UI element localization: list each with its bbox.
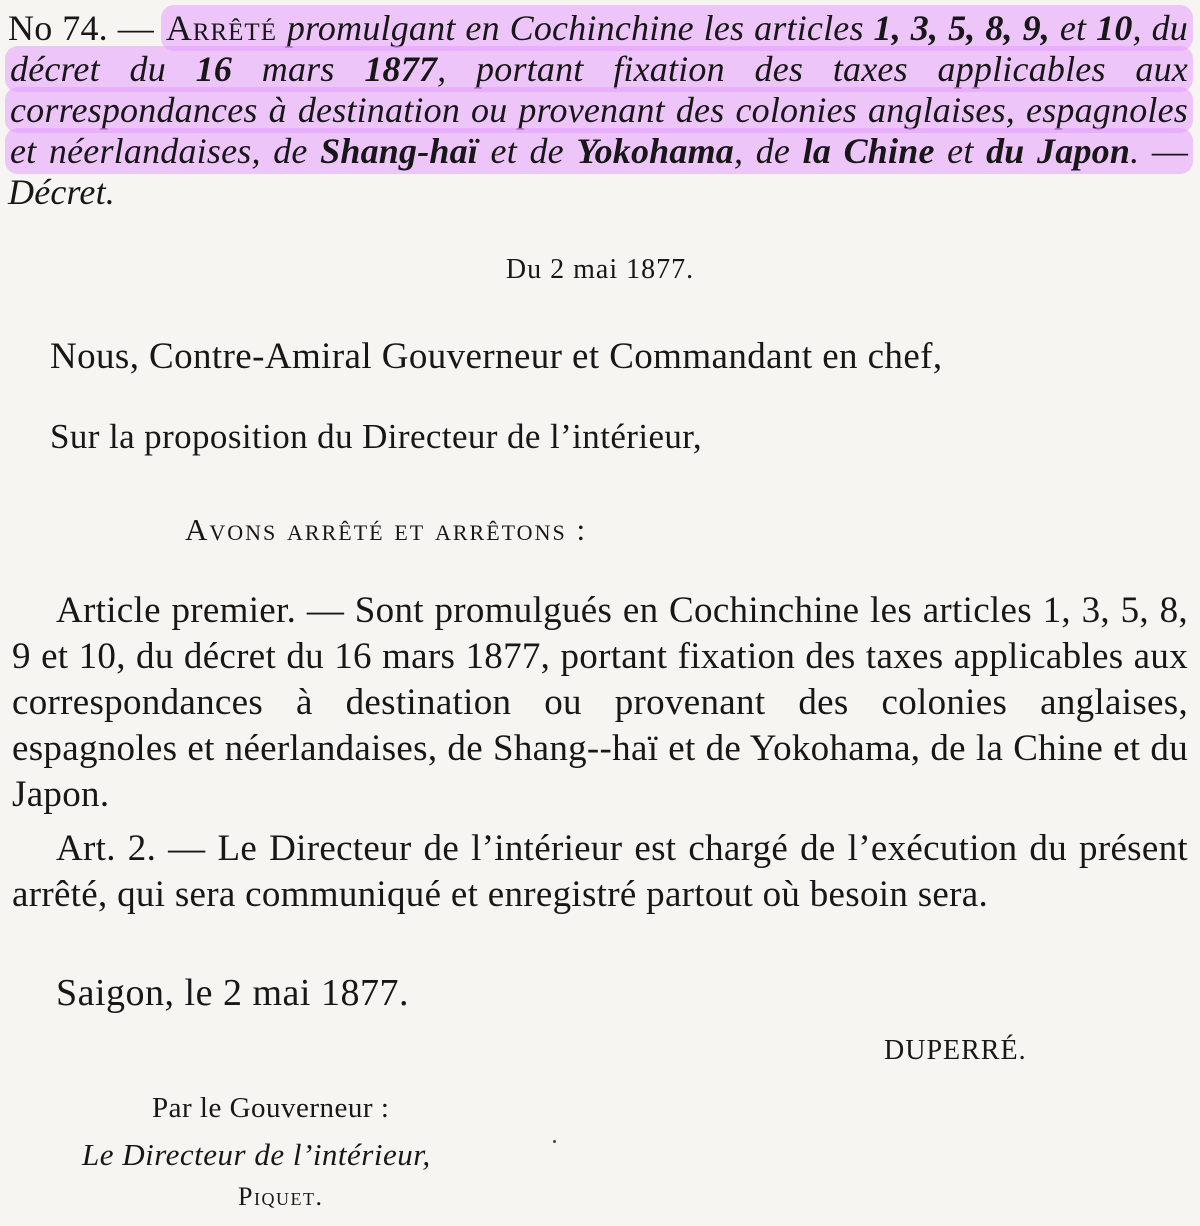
title-part: , du décret du <box>10 8 1188 89</box>
preamble-nous: Nous, Contre-Amiral Gouverneur et Commandant en chef, <box>50 336 943 377</box>
title-arrete: Arrêté <box>165 8 277 48</box>
decree-date: Du 2 mai 1877. <box>505 254 695 285</box>
title-yokohama: Yokohama <box>576 131 734 171</box>
title-part: mars <box>232 49 365 89</box>
signature-piquet: Piquet. <box>238 1182 324 1211</box>
title-day: 16 <box>195 49 233 89</box>
title-article-10: 10 <box>1096 8 1133 48</box>
title-dash: — <box>1151 131 1189 171</box>
preamble-proposition: Sur la proposition du Directeur de l’intérieur, <box>50 417 703 456</box>
decree-header <box>8 8 1190 213</box>
title-part: et <box>1050 8 1097 48</box>
title-year: 1877 <box>364 49 438 89</box>
title-articles: 1, 3, 5, 8, 9, <box>873 8 1051 48</box>
title-part: . <box>1130 131 1152 171</box>
ink-speck <box>553 1140 556 1143</box>
title-part: et <box>934 131 987 171</box>
place-and-date: Saigon, le 2 mai 1877. <box>56 972 409 1014</box>
article-2 <box>12 826 1188 918</box>
title-part: et de <box>478 131 577 171</box>
title-decret: Décret. <box>8 172 116 212</box>
article-2-text: Art. 2. — Le Directeur de l’intérieur est chargé de l’exécution du présent arrêté, qui sera communiqué et enregistré partout où besoin sera. <box>12 828 1188 915</box>
avons-arrete-heading: Avons arrêté et arrêtons : <box>185 512 588 547</box>
signature-duperre: DUPERRÉ. <box>884 1035 1027 1066</box>
article-premier-text: Article premier. — Sont promulgués en Cochinchine les articles 1, 3, 5, 8, 9 et 10, du décret du 16 mars 1877, portant fixation des taxes applicables aux correspondances à destination ou provenant des colonies anglaises, espagnoles et néerlandaises, de Shang--haï et de Yokohama, de la Chine et du Japon. <box>12 590 1188 815</box>
header-highlight <box>8 8 1190 171</box>
title-part: promulgant en Cochinchine les articles <box>276 8 874 48</box>
title-part: , portant fixation des taxes applicables aux correspondances à destination ou provenant des colonies anglaises, espagnoles et néerlandaises, de <box>10 49 1188 171</box>
article-premier <box>12 588 1188 818</box>
header-dash: — <box>107 8 164 48</box>
title-part: , de <box>734 131 803 171</box>
title-shanghai: Shang-haï <box>320 131 479 171</box>
by-governor-line: Par le Gouverneur : <box>152 1092 390 1124</box>
title-chine: la Chine <box>802 131 935 171</box>
decree-number: No 74. <box>8 8 108 48</box>
director-line: Le Directeur de l’intérieur, <box>82 1137 431 1172</box>
title-japon: du Japon <box>986 131 1131 171</box>
